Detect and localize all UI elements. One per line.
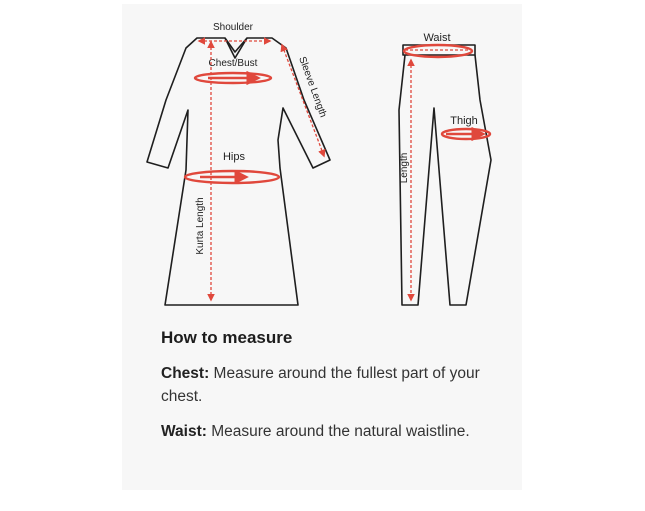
pants-length-label: Length [399, 152, 410, 184]
guide-title: How to measure [161, 328, 293, 347]
chest-label: Chest/Bust [208, 58, 258, 69]
hips-measure [185, 171, 279, 183]
chest-instruction [161, 362, 501, 408]
kurta-length-label: Kurta Length [195, 197, 206, 255]
thigh-measure [442, 129, 490, 139]
shoulder-label: Shoulder [212, 22, 254, 33]
chest-desc: Measure around the fullest part of your chest. [161, 365, 480, 405]
waist-instruction [161, 420, 501, 443]
chest-term: Chest: [161, 365, 210, 382]
waist-desc: Measure around the natural waistline. [206, 423, 470, 440]
waist-label: Waist [423, 32, 451, 44]
sleeve-label: Sleeve Length [296, 55, 329, 120]
hips-label: Hips [222, 151, 246, 163]
chest-measure [195, 73, 271, 83]
pants-illustration [399, 45, 491, 305]
thigh-label: Thigh [450, 115, 478, 127]
measure-guide [161, 328, 501, 455]
waist-term: Waist: [161, 423, 207, 440]
